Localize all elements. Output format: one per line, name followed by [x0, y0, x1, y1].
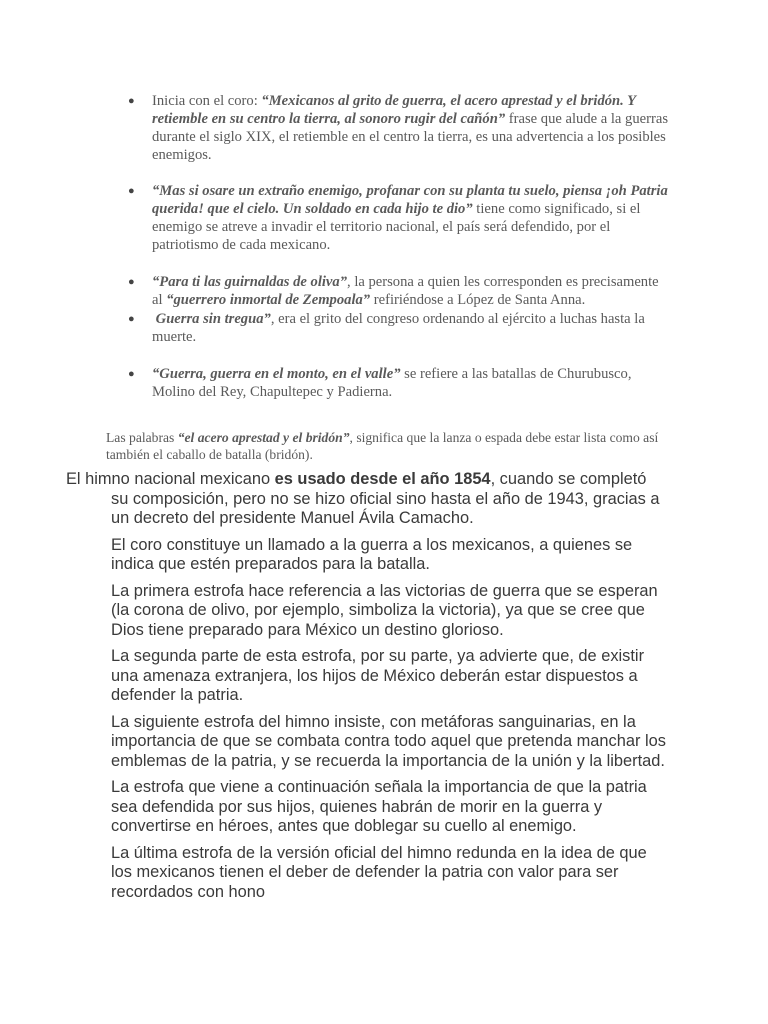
intro-paragraph [66, 470, 666, 529]
main-body [66, 470, 666, 909]
paragraph: La segunda parte de esta estrofa, por su parte, ya advierte que, de existir una amenaza extranjera, los hijos de México deberán estar dispuestos a defender la patria. [111, 647, 645, 704]
bullet-icon: ● [128, 185, 135, 197]
list-item [128, 310, 668, 346]
note-text: , significa que la lanza o espada debe estar lista como así también el caballo de batalla (bridón). [106, 430, 659, 462]
bullet-list [128, 92, 668, 419]
bullet-icon: ● [128, 313, 135, 325]
note-paragraph [106, 429, 666, 463]
paragraph: El coro constituye un llamado a la guerra a los mexicanos, a quienes se indica que estén preparados para la batalla. [111, 535, 633, 573]
bullet-icon: ● [128, 276, 135, 288]
bullet-text: frase que alude a la guerras durante el siglo XIX, el retiemble en el centro la tierra, es una advertencia a los posibles enemigos. [152, 111, 669, 163]
bullet-text: Inicia con el coro: [152, 93, 262, 109]
bullet-text: tiene como significado, si el enemigo se atreve a invadir el territorio nacional, el país será defendido, por el patriotismo de cada mexicano. [152, 201, 641, 253]
list-item [128, 365, 668, 401]
list-item [128, 273, 668, 309]
bullet-text: , era el grito del congreso ordenando al ejército a luchas hasta la muerte. [152, 311, 645, 345]
bullet-text: , la persona a quien les corresponden es precisamente al [152, 274, 659, 308]
note-text: Las palabras [106, 430, 178, 445]
paragraph: La primera estrofa hace referencia a las victorias de guerra que se esperan (la corona de olivo, por ejemplo, simboliza la victoria), ya que se cree que Dios tiene preparado para México un destino glorioso. [111, 581, 658, 639]
bullet-text: refiriéndose a López de Santa Anna. [370, 292, 586, 308]
paragraph-text: El himno nacional mexicano [66, 470, 275, 488]
hymn-quote: Guerra sin tregua” [155, 311, 271, 327]
hymn-quote: “guerrero inmortal de Zempoala” [166, 292, 371, 308]
hymn-quote: “Para ti las guirnaldas de oliva” [152, 274, 348, 290]
bullet-icon: ● [128, 368, 135, 380]
paragraph: La siguiente estrofa del himno insiste, con metáforas sanguinarias, en la importancia de que se combata contra todo aquel que pretenda manchar los emblemas de la patria, y se recuerda la importancia de la unión y la libertad. [111, 712, 666, 770]
bullet-text: se refiere a las batallas de Churubusco, Molino del Rey, Chapultepec y Padierna. [152, 366, 632, 400]
hymn-quote: “el acero aprestad y el bridón” [177, 430, 350, 445]
hymn-quote: “Mas si osare un extraño enemigo, profanar con su planta tu suelo, piensa ¡oh Patria querida! que el cielo. Un soldado en cada hijo te dio” [152, 183, 668, 217]
list-item [128, 182, 668, 254]
hymn-quote: “Guerra, guerra en el monto, en el valle” [152, 366, 401, 382]
emphasis-text: es usado desde el año 1854 [274, 470, 491, 488]
bullet-icon: ● [128, 95, 135, 107]
paragraph: La estrofa que viene a continuación señala la importancia de que la patria sea defendida por sus hijos, quienes habrán de morir en la guerra y convertirse en héroes, antes que doblegar su cuello al enemigo. [111, 778, 647, 835]
list-item [128, 92, 668, 164]
hymn-quote: “Mexicanos al grito de guerra, el acero aprestad y el bridón. Y retiemble en su centro la tierra, al sonoro rugir del cañón” [152, 93, 636, 127]
paragraph-text: , cuando se completó su composición, pero no se hizo oficial sino hasta el año de 1943, gracias a un decreto del presidente Manuel Ávila Camacho. [111, 470, 660, 527]
paragraph: La última estrofa de la versión oficial del himno redunda en la idea de que los mexicanos tienen el deber de defender la patria con valor para ser recordados con hono [111, 843, 647, 901]
